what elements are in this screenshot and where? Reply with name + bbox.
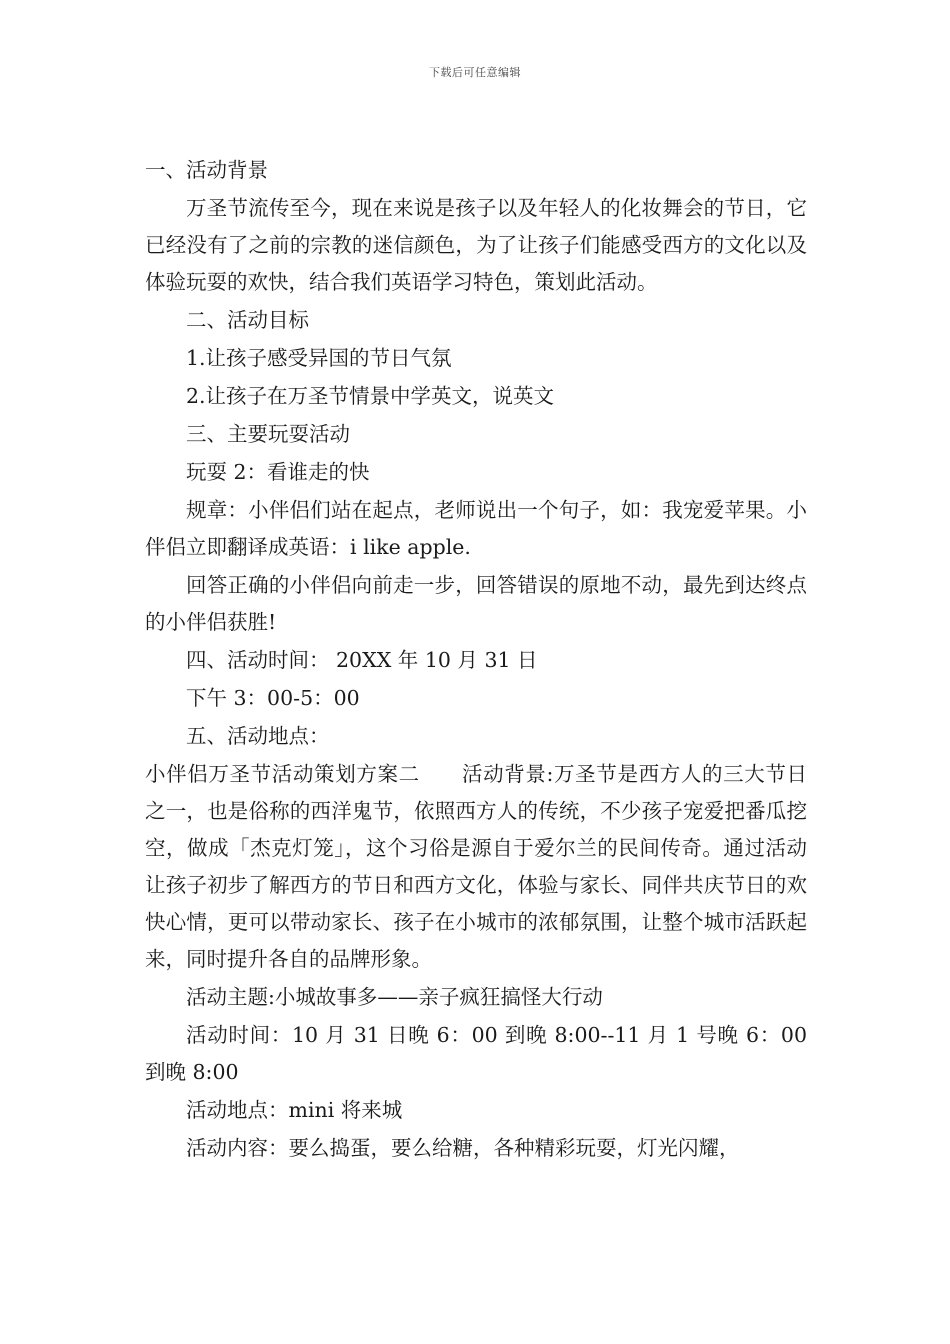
paragraph-plan-two: 小伴侣万圣节活动策划方案二 活动背景:万圣节是西方人的三大节日之一，也是俗称的西洋鬼节，依照西方人的传统，不少孩子宠爱把番瓜挖空，做成「杰克灯笼」，这个习俗是源自于爱尔兰的民间传奇。通过活动让孩子初步了解西方的节日和西方文化，体验与家长、同伴共庆节日的欢快心情，更可以带动家长、孩子在小城市的浓郁氛围，让整个城市活跃起来，同时提升各自的品牌形象。 [145,762,807,971]
goal-item-2: 2.让孩子在万圣节情景中学英文，说英文 [186,384,555,408]
section-heading-location: 五、活动地点： [186,724,330,748]
page-header: 下载后可任意编辑 [429,66,521,79]
activity-location: 活动地点：mini 将来城 [186,1098,403,1122]
document-body [145,152,807,1168]
paragraph-background: 万圣节流传至今，现在来说是孩子以及年轻人的化妆舞会的节日，它已经没有了之前的宗教的迷信颜色，为了让孩子们能感受西方的文化以及体验玩耍的欢快，结合我们英语学习特色，策划此活动。 [145,196,807,294]
activity-time: 活动时间：10 月 31 日晚 6：00 到晚 8:00--11 月 1 号晚 6：00 到晚 8:00 [145,1023,807,1084]
game-title: 玩耍 2：看谁走的快 [186,460,370,484]
paragraph-answer: 回答正确的小伴侣向前走一步，回答错误的原地不动，最先到达终点的小伴侣获胜! [145,573,807,634]
paragraph-rules: 规章：小伴侣们站在起点，老师说出一个句子，如：我宠爱苹果。小伴侣立即翻译成英语：i like apple. [145,498,807,559]
section-heading-time: 四、活动时间： 20XX 年 10 月 31 日 [186,648,538,672]
activity-theme: 活动主题:小城故事多——亲子疯狂搞怪大行动 [186,985,603,1009]
section-heading-activities: 三、主要玩耍活动 [186,422,350,446]
activity-content: 活动内容：要么捣蛋，要么给糖，各种精彩玩耍，灯光闪耀， [186,1136,740,1160]
section-heading-goals: 二、活动目标 [186,308,309,332]
goal-item-1: 1.让孩子感受异国的节日气氛 [186,346,452,370]
section-heading-background: 一、活动背景 [145,158,268,182]
time-detail: 下午 3：00-5：00 [186,686,360,710]
